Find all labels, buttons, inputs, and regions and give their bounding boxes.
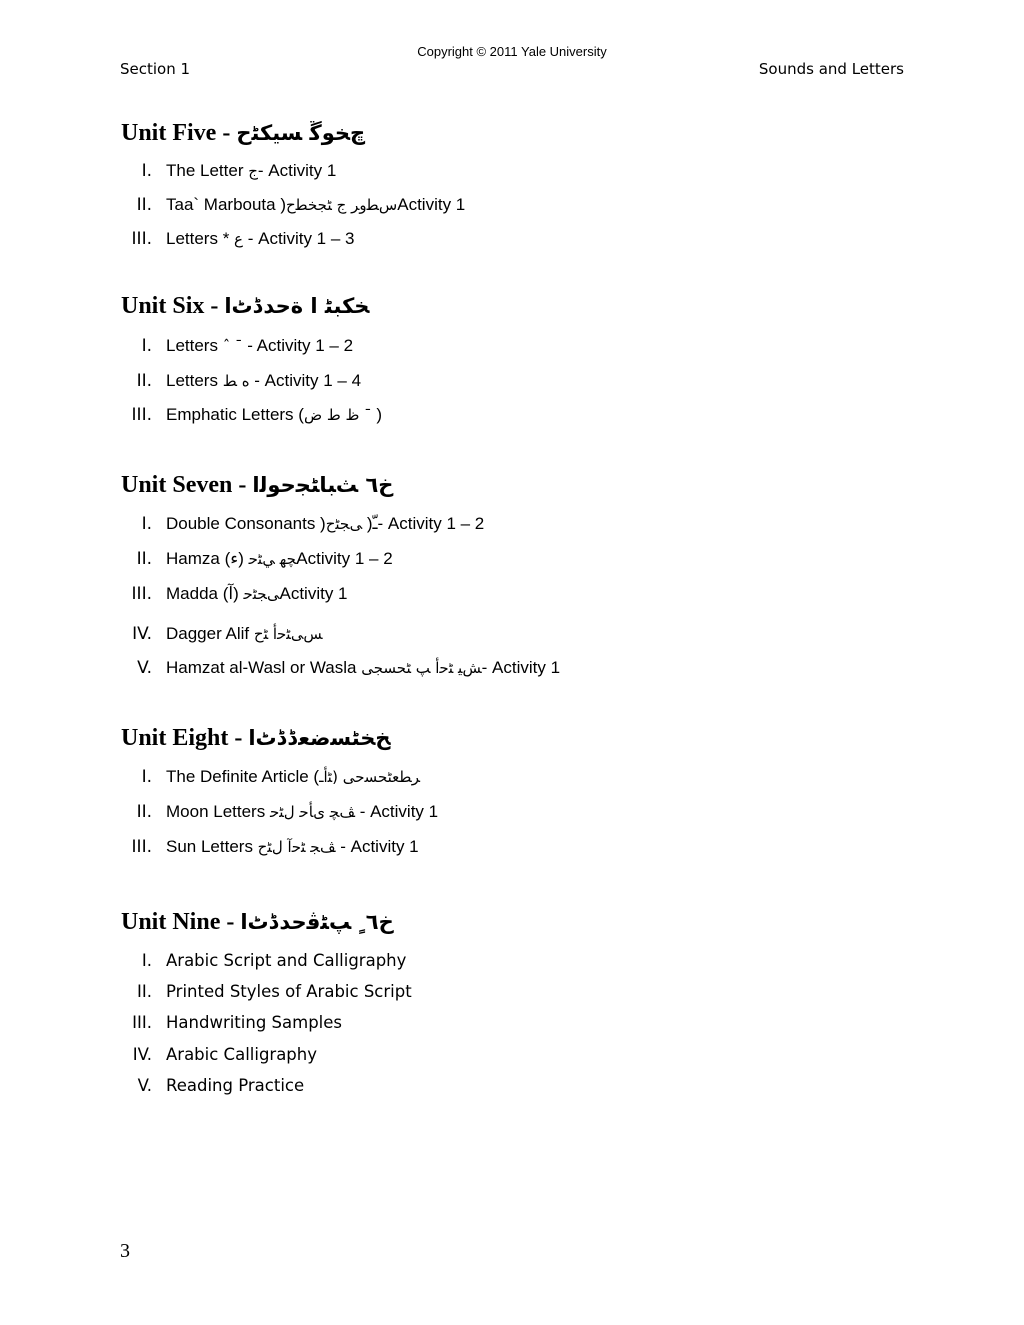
item-arabic: ﻅ ﻁ ﺽ ˉ <box>303 406 372 424</box>
list-item <box>124 549 393 569</box>
item-arabic: ﻩ ﻂ <box>222 372 250 390</box>
list-item <box>124 624 322 644</box>
list-item <box>124 1013 342 1032</box>
item-activity: - Activity 1 <box>335 837 419 856</box>
item-text: Taa` Marbouta ) <box>166 195 286 214</box>
list-item <box>124 1045 317 1064</box>
item-text: Double Consonants )ـّ( <box>166 514 378 533</box>
list-item <box>124 837 419 857</box>
list-item <box>124 982 412 1001</box>
header-book-title: Sounds and Letters <box>758 60 904 78</box>
item-text: The Letter <box>166 161 249 180</box>
item-number: I. <box>141 514 152 534</box>
list-item <box>124 951 406 970</box>
item-number: I. <box>141 161 152 181</box>
item-arabic: ﭫﺠ ﭩﺣﺁ ﻝﭩﺡ <box>257 838 336 856</box>
item-activity: Activity 1 <box>397 195 466 214</box>
list-item <box>124 767 420 787</box>
item-arabic: ﺝ <box>248 162 258 180</box>
page-number: 3 <box>120 1240 130 1262</box>
item-activity: ) <box>371 405 383 424</box>
unit-title: Unit Five - <box>121 120 237 146</box>
item-activity: Activity 1 – 2 <box>296 549 393 568</box>
list-item <box>124 584 348 604</box>
item-number: I. <box>141 767 152 787</box>
item-text: Reading Practice <box>166 1076 305 1095</box>
item-number: III. <box>131 405 152 425</box>
item-activity: - Activity 1 <box>257 161 337 180</box>
item-arabic: ﻰﺠﭩﺡ <box>325 515 363 533</box>
item-number: III. <box>131 584 152 604</box>
item-text: Letters <box>166 336 223 355</box>
item-arabic: ﭽﻬ ﻲﭩﺣ <box>248 550 297 568</box>
list-item <box>124 229 354 249</box>
item-arabic: ﻉ <box>234 230 243 248</box>
item-number: III. <box>131 229 152 249</box>
item-activity: - Activity 1 – 4 <box>249 371 362 390</box>
unit-seven-heading <box>121 472 393 499</box>
list-item <box>124 405 382 425</box>
unit-title: Unit Eight - <box>121 725 249 751</box>
item-text: Letters <box>166 371 223 390</box>
item-number: III. <box>132 1013 152 1032</box>
list-item <box>124 658 560 678</box>
item-text: Dagger Alif <box>166 624 254 643</box>
item-arabic: ﺲﯽﭩﺣﺃ ﭩﺡ <box>253 625 323 643</box>
list-item <box>124 336 353 356</box>
item-arabic: ˆ ˉ <box>222 337 243 355</box>
item-arabic: ﺶﻴ ﭩﺣﺃ ﭗ ﭩﺤﺴﺠﯽ <box>361 659 482 677</box>
item-number: I. <box>141 336 152 356</box>
item-number: IV. <box>132 1045 152 1064</box>
item-number: II. <box>136 802 152 822</box>
item-text: Sun Letters <box>166 837 258 856</box>
item-text: Arabic Script and Calligraphy <box>166 951 407 970</box>
item-text: Hamzat al-Wasl or Wasla <box>166 658 362 677</box>
item-arabic: ﭫﭽ ﯼﺄﺣ ﻝﭩﺣ <box>269 803 355 821</box>
item-text: The Definite Article ( <box>166 767 320 786</box>
item-number: I. <box>141 951 152 970</box>
header-section-label: Section 1 <box>120 60 191 78</box>
list-item <box>124 1076 304 1095</box>
item-text: Printed Styles of Arabic Script <box>166 982 412 1001</box>
item-number: V. <box>137 1076 152 1095</box>
list-item <box>124 161 336 181</box>
item-text: Arabic Calligraphy <box>166 1045 318 1064</box>
item-text: Hamza (ء) <box>166 549 249 568</box>
list-item <box>124 371 361 391</box>
item-text: Madda (آ) <box>166 584 244 603</box>
unit-nine-heading <box>121 909 394 936</box>
item-number: II. <box>137 982 152 1001</box>
item-text: Handwriting Samples <box>166 1013 343 1032</box>
item-activity: - Activity 1 – 2 <box>242 336 354 355</box>
unit-title-arabic: ﺦﺨﭩﺴﺿﻌﮈﮈﭦﺍ <box>248 726 391 750</box>
item-activity: - Activity 1 <box>354 802 439 821</box>
unit-six-heading <box>121 293 369 320</box>
unit-eight-heading <box>121 725 391 752</box>
unit-title: Unit Seven - <box>121 472 253 498</box>
unit-title: Unit Nine - <box>121 909 241 935</box>
item-number: IV. <box>132 624 152 644</box>
item-activity: - Activity 1 <box>481 658 561 677</box>
item-number: II. <box>136 371 152 391</box>
item-arabic: ﺱﻄﻭﺮ ﺝ ﭩﺠﺨﻄﺡ <box>286 196 398 214</box>
list-item <box>124 195 465 215</box>
item-arabic: ﻰﺠﭩﺣ <box>243 585 280 603</box>
item-number: V. <box>137 658 152 678</box>
item-text: Emphatic Letters ( <box>166 405 304 424</box>
unit-title-arabic: ﺨﻜﺒﭩ ﺍ ﺓﺣﺪﮈﭦﺍ <box>224 294 370 318</box>
item-arabic: ﭩﺃـ) ﺮﻄﻌﭩﺤﺴﺣﻰ <box>319 768 420 786</box>
list-item <box>124 802 438 822</box>
unit-title-arabic: ﭾﺨﻮﮜ ﺴﻴﻜﭩﺡ <box>236 121 366 145</box>
unit-five-heading <box>121 120 365 147</box>
item-number: III. <box>131 837 152 857</box>
unit-title-arabic: ﺥ٦ ﺚﺒﺎﭩﺠﺣﻮﻟﺍ <box>252 473 394 497</box>
unit-title-arabic: ﺥ٦ ٍ ﭗﭩﭬﺣﺪﮈﭦﺍ <box>240 910 394 934</box>
list-item <box>124 514 484 534</box>
item-activity: - Activity 1 – 3 <box>243 229 355 248</box>
item-number: II. <box>136 195 152 215</box>
unit-title: Unit Six - <box>121 293 225 319</box>
item-text: Letters * <box>166 229 235 248</box>
item-text: Moon Letters <box>166 802 270 821</box>
item-number: II. <box>136 549 152 569</box>
copyright-notice: Copyright © 2011 Yale University <box>417 44 607 59</box>
item-activity: - Activity 1 – 2 <box>377 514 485 533</box>
item-activity: Activity 1 <box>279 584 348 603</box>
